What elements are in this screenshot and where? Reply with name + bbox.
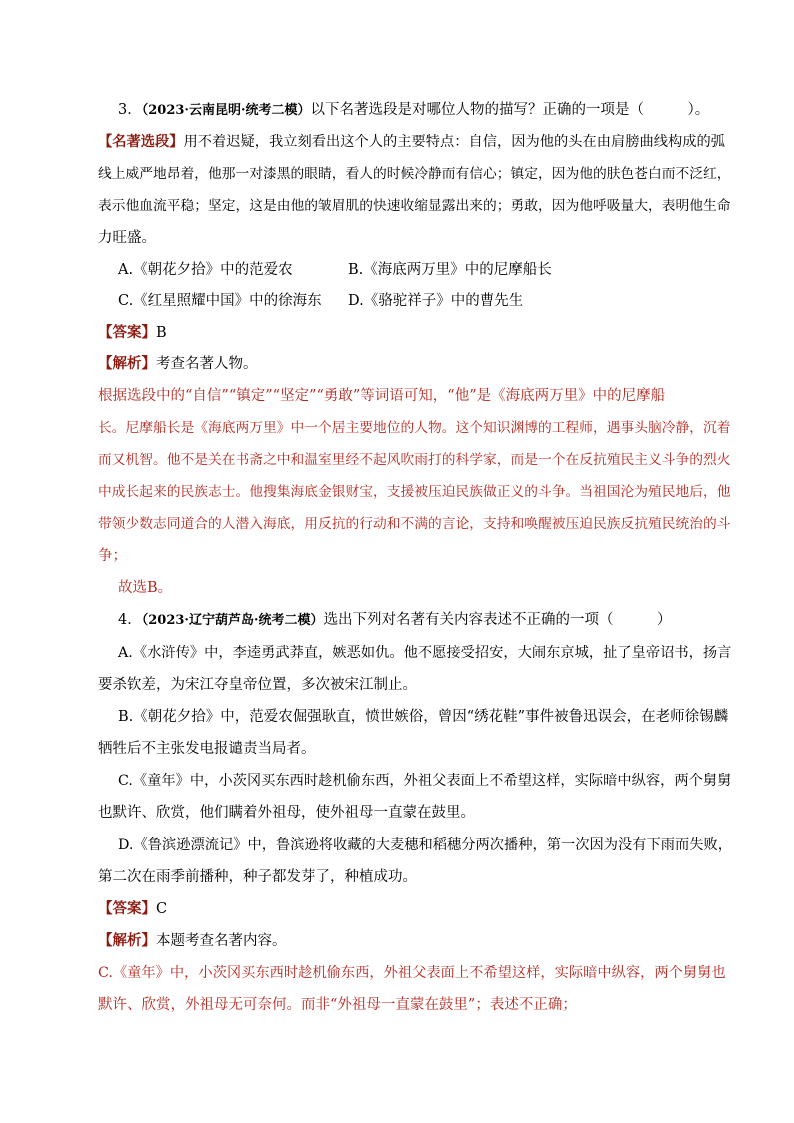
q4-option-b-line-1: B.《朝花夕拾》中，范爱农倔强耿直，愤世嫉俗，曾因“绣花鞋”事件被鲁迅误会，在老师徐锡麟	[118, 709, 729, 725]
q3-header	[118, 100, 709, 121]
q4-analysis-line-2: 默许、欣赏，外祖母无可奈何。而非“外祖母一直蒙在鼓里”；表述不正确；	[98, 997, 577, 1013]
q4-source: （2023·辽宁葫芦岛·统考二模）	[141, 613, 324, 628]
q4-answer	[98, 899, 167, 919]
q3-analysis-line-2: 长。尼摩船长是《海底两万里》中一个居主要地位的人物。这个知识渊博的工程师，遇事头脑冷静，沉着	[98, 420, 731, 436]
q3-passage-line-3: 表示他血流平稳；坚定，这是由他的皱眉肌的快速收缩显露出来的；勇敢，因为他呼吸量大，表明他生命	[98, 198, 731, 214]
q3-option-b: B.《海底两万里》中的尼摩船长	[348, 262, 552, 278]
q3-passage-line-2: 线上威严地昂着，他那一对漆黑的眼睛，看人的时候冷静而有信心；镇定，因为他的肤色苍白而不泛红，	[98, 166, 731, 182]
q4-option-a-line-2: 要杀钦差，为宋江夺皇帝位置，多次被宋江制止。	[98, 677, 417, 693]
q4-stem: 选出下列对名著有关内容表述不正确的一项（ ）	[323, 612, 672, 628]
q3-analysis-line-6: 争；	[98, 548, 127, 564]
passage-tag: 【名著选段】	[98, 134, 184, 150]
q3-number: 3．	[118, 102, 142, 118]
q3-conclusion: 故选B。	[118, 580, 173, 596]
answer-value: C	[156, 901, 168, 917]
q4-option-d-line-2: 第二次在雨季前播种，种子都发芽了，种植成功。	[98, 869, 417, 885]
q3-option-a: A.《朝花夕拾》中的范爱农	[118, 262, 293, 278]
analysis-tag: 【解析】	[98, 932, 156, 949]
q4-option-a-line-1: A.《水浒传》中，李逵勇武莽直，嫉恶如仇。他不愿接受招安，大闹东京城，扯了皇帝诏书，扬言	[118, 645, 732, 661]
answer-tag: 【答案】	[98, 900, 156, 917]
q3-analysis-line-4: 中成长起来的民族志士。他搜集海底金银财宝，支援被压迫民族做正义的斗争。当祖国沦为殖民地后，他	[98, 484, 731, 500]
q4-option-c-line-1: C.《童年》中，小茨冈买东西时趁机偷东西，外祖父表面上不希望这样，实际暗中纵容，两个舅舅	[118, 773, 732, 789]
q4-option-b-line-2: 牺牲后不主张发电报谴责当局者。	[98, 741, 316, 757]
q4-analysis-header: 【解析】本题考查名著内容。	[98, 932, 287, 949]
answer-value: B	[156, 325, 167, 341]
q3-stem: 以下名著选段是对哪位人物的描写？正确的一项是（ ）。	[310, 102, 710, 118]
q3-answer	[98, 323, 167, 343]
q3-source: （2023·云南昆明·统考二模）	[141, 103, 311, 118]
q4-option-c-line-2: 也默许、欣赏，他们瞒着外祖母，使外祖母一直蒙在鼓里。	[98, 805, 475, 821]
q3-passage-line-4: 力旺盛。	[98, 230, 156, 246]
q4-number: 4．	[118, 612, 142, 628]
q3-passage-line-1: 【名著选段】用不着迟疑，我立刻看出这个人的主要特点：自信，因为他的头在由肩膀曲线构成的弧	[98, 134, 726, 150]
answer-tag: 【答案】	[98, 324, 156, 341]
analysis-tag: 【解析】	[98, 355, 156, 372]
q3-analysis-line-1: 根据选段中的“自信”“镇定”“坚定”“勇敢”等词语可知，“他”是《海底两万里》中的尼摩船	[98, 388, 666, 404]
q4-header	[118, 610, 671, 631]
q3-analysis-line-5: 带领少数志同道合的人潜入海底，用反抗的行动和不满的言论，支持和唤醒被压迫民族反抗殖民统治的斗	[98, 516, 731, 532]
q4-option-d-line-1: D.《鲁滨逊漂流记》中，鲁滨逊将收藏的大麦穗和稻穗分两次播种，第一次因为没有下雨而失败，	[118, 837, 732, 853]
q3-option-d: D.《骆驼祥子》中的曹先生	[348, 293, 524, 309]
q3-option-c: C.《红星照耀中国》中的徐海东	[118, 293, 322, 309]
q3-analysis-header: 【解析】考查名著人物。	[98, 355, 258, 372]
q3-analysis-line-3: 而又机智。他不是关在书斋之中和温室里经不起风吹雨打的科学家，而是一个在反抗殖民主义斗争的烈火	[98, 452, 731, 468]
q4-analysis-line-1: C.《童年》中，小茨冈买东西时趁机偷东西，外祖父表面上不希望这样，实际暗中纵容，两个舅舅也	[98, 965, 726, 981]
